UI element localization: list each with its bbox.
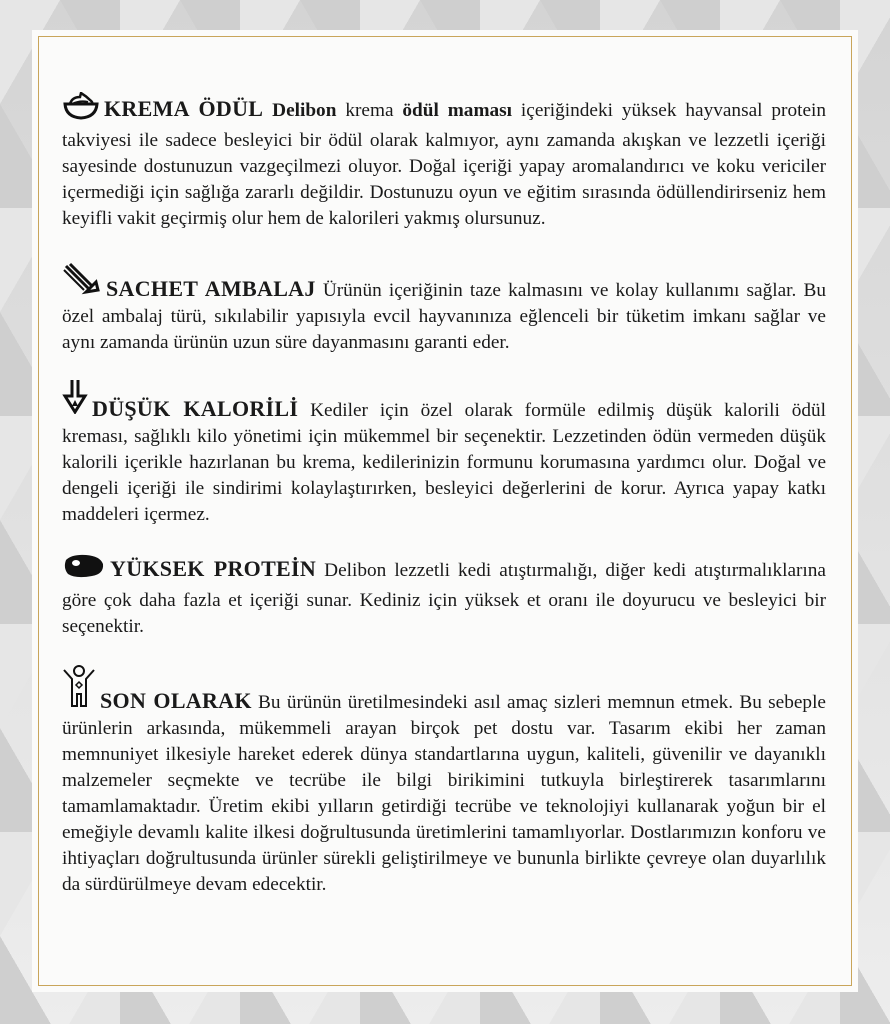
section-heading: SACHET AMBALAJ	[106, 276, 316, 301]
highlight-text: ödül maması	[402, 100, 513, 121]
section-text: içeriğindeki yüksek hayvansal protein takviyesi ile sadece besleyici bir ödül olarak kalmıyor, aynı zamanda akışkan ve lezzetli içeriği sayesinde dostunuzun vazgeçilmezi oluyor. Doğal içeriği yapay aromalandırıcı ve koku vericiler içermediği için sağlığa zararlı değildir. Dostunuzu oyun ve eğitim sırasında ödüllendirirseniz hem keyifli vakit geçirmiş olur hem de kalorileri yakmış olursunuz.	[62, 100, 826, 229]
sachet-icon	[62, 262, 102, 304]
section-heading: YÜKSEK PROTEİN	[110, 556, 317, 581]
section-dusuk-kalorili	[62, 380, 826, 528]
section-heading: SON OLARAK	[100, 688, 252, 713]
section-text: Delibon lezzetli kedi atıştırmalığı, diğer kedi atıştırmalıklarına göre çok daha fazla et içeriği sunar. Kediniz için yüksek et oranı ile doyurucu ve besleyici bir seçenektir.	[62, 560, 826, 637]
section-yuksek-protein	[62, 552, 826, 640]
section-son-olarak	[62, 664, 826, 898]
section-heading: KREMA ÖDÜL	[104, 96, 264, 121]
happy-person-icon	[62, 664, 96, 716]
content-panel	[32, 30, 858, 992]
section-krema-odul: KREMA ÖDÜL Delibon krema ödül maması içeriğindeki yüksek hayvansal protein takviyesi ile sadece besleyici bir ödül olarak kalmıyor, aynı zamanda akışkan ve lezzetli içeriği sayesinde dostunuzun vazgeçilmezi oluyor. Doğal içeriği yapay aromalandırıcı ve koku vericiler içermediği için sağlığa zararlı değildir. Dostunuzu oyun ve eğitim sırasında ödüllendirirseniz hem keyifli vakit geçirmiş olur hem de kalorileri yakmış olursunuz.	[62, 92, 826, 232]
product-description	[62, 92, 826, 922]
section-text: Kediler için özel olarak formüle edilmiş düşük kalorili ödül kreması, sağlıklı kilo yönetimi için mükemmel bir seçenektir. Lezzetinden ödün vermeden düşük kalorili içerikle hazırlanan bu krema, kedilerinizin formunu korumasına yardımcı olur. Doğal ve dengeli içeriği ile sindirimi kolaylaştırırken, besleyici değerlerini de korur. Ayrıca yapay katkı maddeleri içermez.	[62, 400, 826, 525]
section-text: Ürünün içeriğinin taze kalmasını ve kolay kullanımı sağlar. Bu özel ambalaj türü, sıkılabilir yapısıyla evcil hayvanınıza eğlenceli bir tüketim imkanı sağlar ve aynı zamanda ürünün uzun süre dayanmasını garanti eder.	[62, 280, 826, 353]
section-sachet-ambalaj	[62, 262, 826, 356]
low-calorie-arrow-icon	[62, 380, 88, 422]
meat-icon	[62, 552, 106, 588]
brand-name: Delibon	[272, 100, 337, 121]
cream-bowl-icon	[62, 92, 100, 128]
section-heading: DÜŞÜK KALORİLİ	[92, 396, 299, 421]
section-text: Bu ürünün üretilmesindeki asıl amaç sizleri memnun etmek. Bu sebeple ürünlerin arkasında, mükemmeli arayan birçok pet dostu var. Tasarım ekibi her zaman memnuniyet ilkesiyle hareket ederek dünya standartlarına uygun, kaliteli, güvenilir ve dayanıklı malzemeler seçmekte ve tecrübe ile bilgi birikimini tutkuyla birleştirerek tasarımlarını tamamlamaktadır. Üretim ekibi yılların getirdiği tecrübe ve teknolojiyi kullanarak yoğun bir el emeğiyle devamlı kalite ilkesi doğrultusunda üretimlerini tamamlıyorlar. Dostlarımızın konforu ve ihtiyaçları doğrultusunda ürünler sürekli geliştirilmeye ve bununla birlikte çevreye olan duyarlılık da sürdürülmeye devam edecektir.	[62, 692, 826, 895]
